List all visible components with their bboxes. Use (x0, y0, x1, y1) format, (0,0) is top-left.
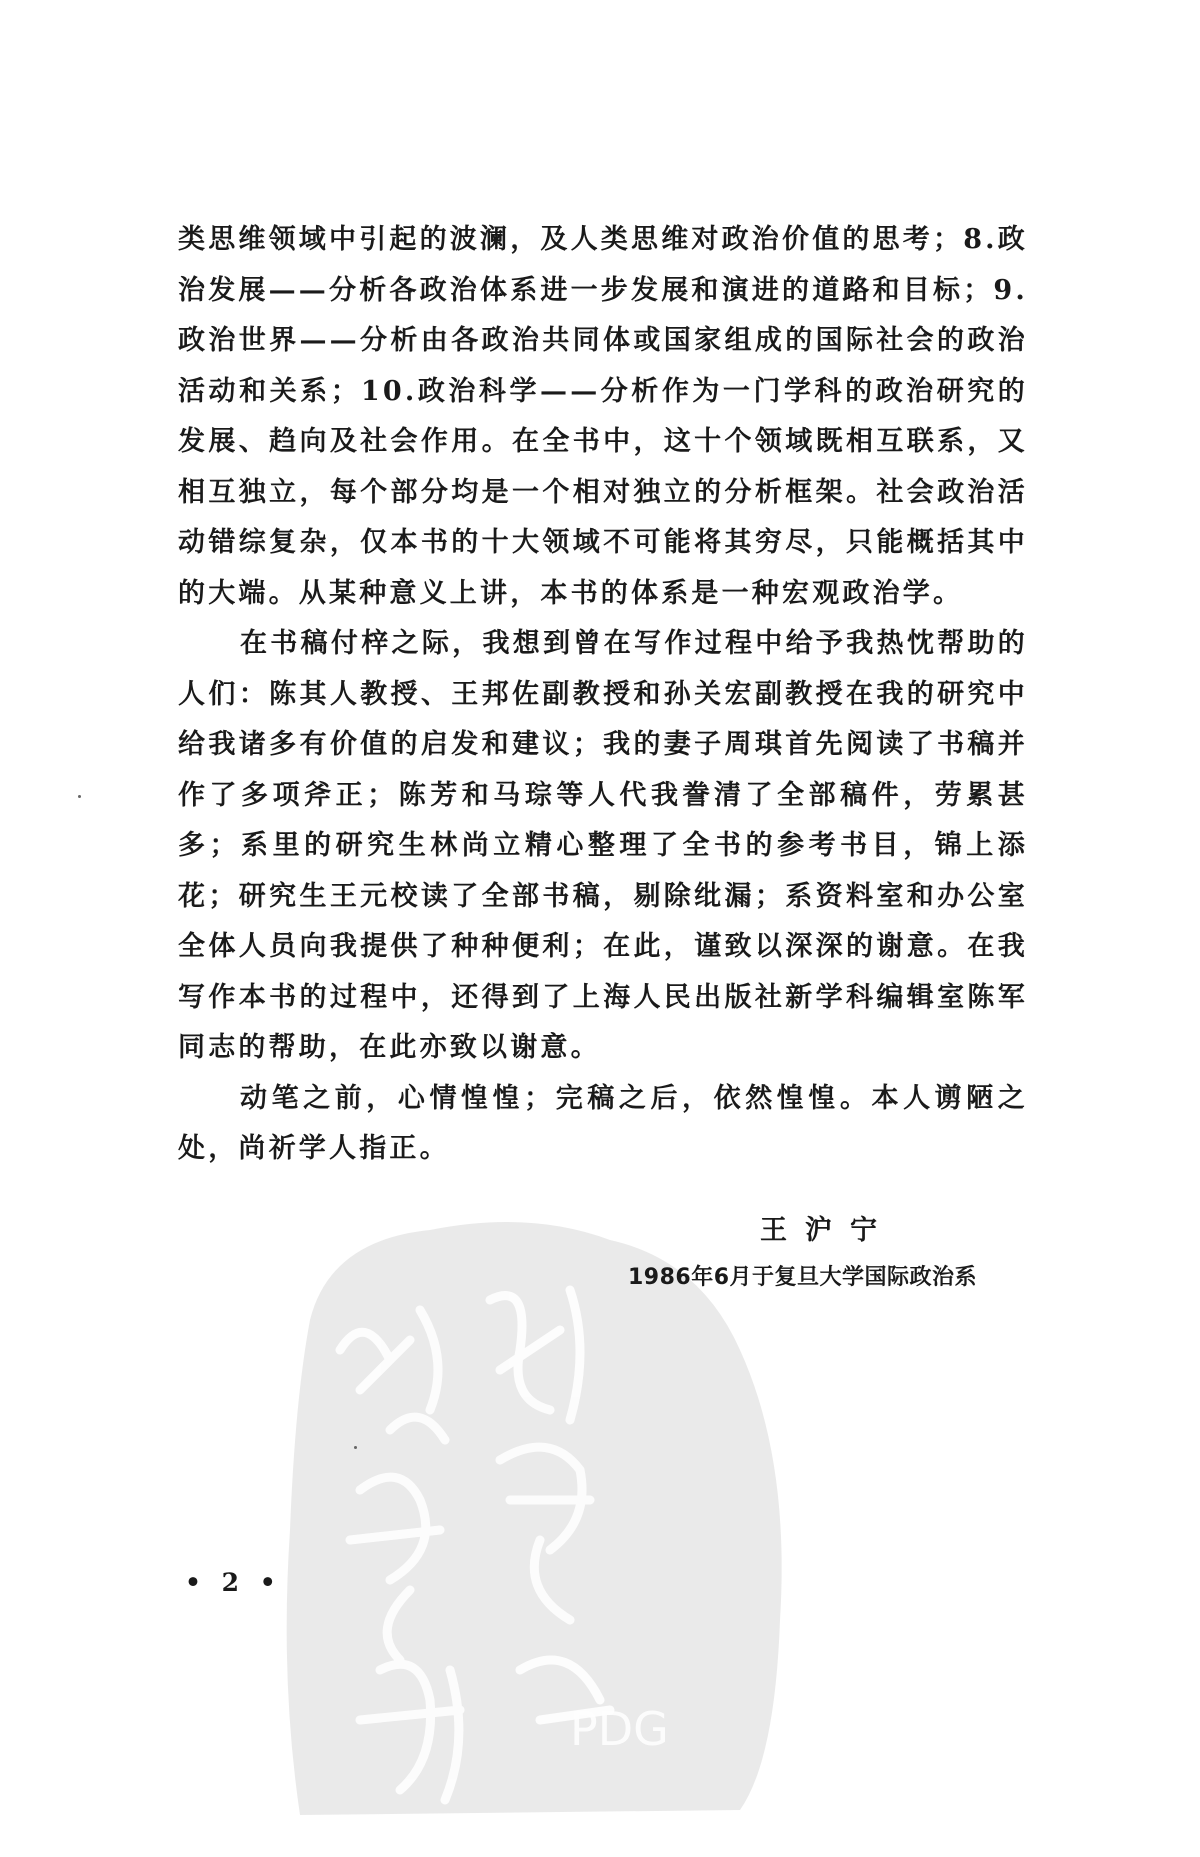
paragraph-3: 动笔之前，心情惶惶；完稿之后，依然惶惶。本人谫陋之处，尚祈学人指正。 (178, 1082, 1028, 1164)
paragraph-1: 类思维领域中引起的波澜，及人类思维对政治价值的思考；8.政治发展——分析各政治体系进一步发展和演进的道路和目标；9.政治世界——分析由各政治共同体或国家组成的国际社会的政治活动和关系；10.政治科学——分析作为一门学科的政治研究的发展、趋向及社会作用。在全书中，这十个领域既相互联系，又相互独立，每个部分均是一个相对独立的分析框架。社会政治活动错综复杂，仅本书的十大领域不可能将其穷尽，只能概括其中的大端。从某种意义上讲，本书的体系是一种宏观政治学。 (178, 224, 1028, 609)
library-seal-watermark (270, 1200, 810, 1820)
dateline: 1986年6月于复旦大学国际政治系 (628, 1265, 978, 1290)
scan-speck (78, 795, 81, 798)
paragraph-2: 在书稿付梓之际，我想到曾在写作过程中给予我热忱帮助的人们：陈其人教授、王邦佐副教授和孙关宏副教授在我的研究中给我诸多有价值的启发和建议；我的妻子周琪首先阅读了书稿并作了多项斧正；陈芳和马琮等人代我誊清了全部稿件，劳累甚多；系里的研究生林尚立精心整理了全书的参考书目，锦上添花；研究生王元校读了全部书稿，剔除纰漏；系资料室和办公室全体人员向我提供了种种便利；在此，谨致以深深的谢意。在我写作本书的过程中，还得到了上海人民出版社新学科编辑室陈军同志的帮助，在此亦致以谢意。 (178, 628, 1028, 1063)
author-signature: 王沪宁 (760, 1215, 895, 1246)
page-number: • 2 • (185, 1568, 282, 1597)
watermark-text: PDG (570, 1702, 669, 1756)
scan-speck (354, 1446, 357, 1449)
body-text (178, 215, 1028, 1175)
